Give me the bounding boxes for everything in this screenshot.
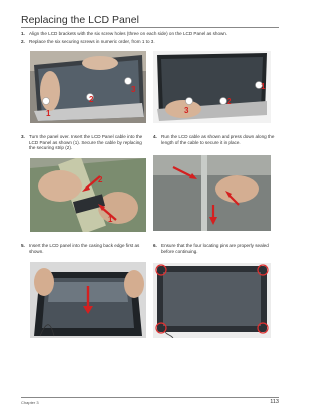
- step-2: [21, 39, 279, 45]
- step-number: 6.: [153, 243, 157, 248]
- photo-locating-pins: [153, 263, 271, 338]
- callout-3: 3: [184, 106, 189, 115]
- photo-lcd-cable-insert: [30, 158, 146, 232]
- callout-2: 2: [98, 175, 103, 184]
- step-3: [21, 134, 149, 151]
- step-6: [153, 243, 279, 254]
- photo-lcd-insert-casing: [30, 262, 146, 338]
- photo-lcd-cable-route: [153, 155, 271, 231]
- step-4: [153, 134, 279, 145]
- step-number: 5.: [21, 243, 25, 248]
- chapter-label: Chapter 3: [21, 400, 39, 405]
- step-text: Turn the panel over. Insert the LCD Panel cable into the LCD Panel as shown (1). Secure the cable by replacing the securing strip (2).: [29, 134, 143, 151]
- callout-1: 1: [261, 82, 266, 91]
- callout-2: 2: [227, 97, 232, 106]
- step-text: Align the LCD brackets with the six screw holes (three on each side) on the LCD Panel as shown.: [29, 31, 228, 36]
- callout-1: 1: [46, 109, 51, 118]
- step-number: 2.: [21, 39, 25, 44]
- callout-1: 1: [108, 215, 113, 224]
- step-1: [21, 31, 279, 37]
- photo-lcd-bracket-right: [153, 51, 271, 123]
- step-5: [21, 243, 149, 254]
- title-divider: [21, 27, 279, 28]
- callout-2: 2: [89, 95, 94, 104]
- footer-divider: [21, 397, 279, 398]
- page-number: 113: [270, 399, 279, 405]
- step-text: Run the LCD cable as shown and press down along the length of the cable to secure it in place.: [161, 134, 275, 145]
- page-title: Replacing the LCD Panel: [21, 14, 139, 26]
- step-text: Replace the six securing screws in numeric order, from 1 to 3.: [29, 39, 155, 44]
- step-number: 4.: [153, 134, 157, 139]
- step-number: 3.: [21, 134, 25, 139]
- step-number: 1.: [21, 31, 25, 36]
- callout-3: 3: [131, 85, 136, 94]
- step-text: Ensure that the four locating pins are properly sealed before continuing.: [161, 243, 269, 254]
- step-text: Insert the LCD panel into the casing back edge first as shown.: [29, 243, 140, 254]
